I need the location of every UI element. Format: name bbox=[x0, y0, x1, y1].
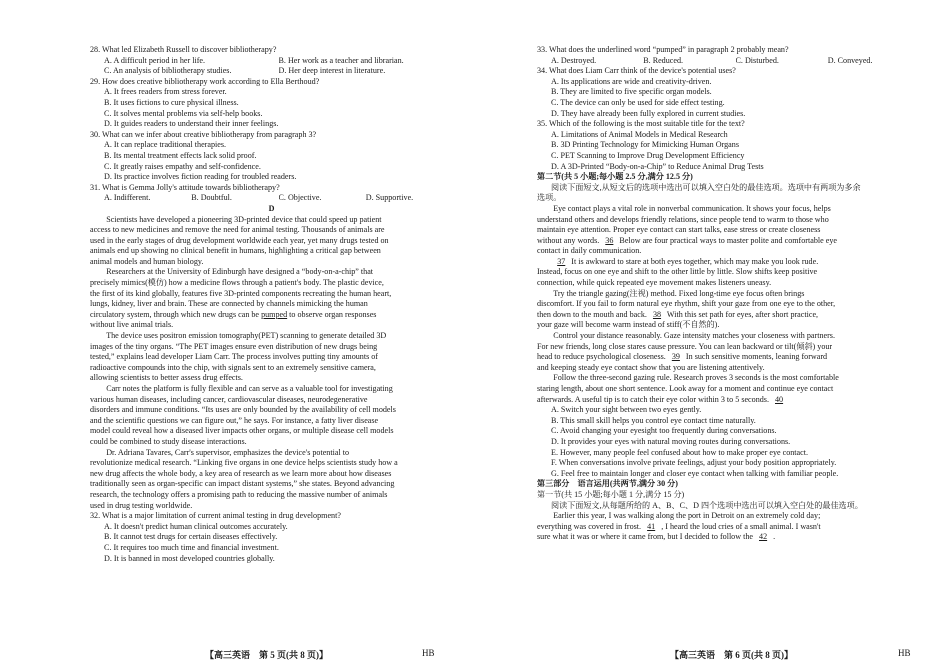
text-line: used in the early stages of drug development worldwide each year, yet many drugs tested on bbox=[90, 235, 389, 245]
gap-paragraph-5 bbox=[537, 373, 920, 405]
text-line: animals end up showing no clinical benefit in humans, highlighting a critical gap between bbox=[90, 246, 381, 256]
gap-option-f: F. When conversations involve private feelings, adjust your body position appropriately. bbox=[551, 458, 837, 468]
option-c: C. Disturbed. bbox=[735, 55, 779, 65]
option-a: A. Indifferent. bbox=[104, 193, 151, 203]
gap-paragraph-4 bbox=[537, 331, 920, 373]
question-28: 28. What led Elizabeth Russell to discover bibliotherapy? bbox=[90, 45, 277, 54]
question-35: 35. Which of the following is the most suitable title for the text? bbox=[537, 119, 745, 129]
option-b: B. Her work as a teacher and librarian. bbox=[278, 55, 404, 65]
page-footer-right: 【高三英语 第 6 页(共 8 页)】 bbox=[670, 650, 793, 660]
text-line: For new friends, long close stares cause pressure. You can lean backward or tilt(倾斜) your bbox=[537, 341, 833, 351]
exam-code-right: HB bbox=[898, 648, 911, 658]
gap-paragraph-1 bbox=[537, 204, 920, 257]
text-line: Eye contact plays a vital role in nonverbal communication. It shows your focus, helps bbox=[553, 203, 831, 213]
text-line: and keeping steady eye contact show that you are listening attentively. bbox=[537, 362, 765, 372]
text-line: staring length, about one short sentence. Look away for a moment and continue eye contact bbox=[537, 384, 834, 393]
text-line: could be combined to study disease interactions. bbox=[90, 436, 247, 446]
right-page bbox=[475, 0, 950, 672]
text-line: Instead, focus on one eye and shift to the other little by little. Slow shifts keep positive bbox=[537, 267, 818, 277]
text-line: your gaze will become warm instead of stiff(不自然的). bbox=[537, 320, 720, 330]
option-b: B. Doubtful. bbox=[191, 193, 232, 203]
passage-d-paragraph-2 bbox=[90, 267, 453, 331]
options-28 bbox=[90, 66, 453, 77]
text-line: revolutionize medical research. “Linking five organs in one device helps scientists study how a bbox=[90, 458, 398, 468]
blank-39: 39 bbox=[671, 352, 680, 362]
options-33 bbox=[537, 56, 920, 67]
text-fragment: In such sensitive moments, leaning forward bbox=[683, 352, 828, 362]
passage-d-paragraph-1 bbox=[90, 215, 453, 268]
text-line: tested,” explains lead developer Liam Carr. The process involves putting tiny amounts of bbox=[90, 352, 379, 362]
passage-d-paragraph-5 bbox=[90, 448, 453, 512]
gap-option-g: G. Feel free to maintain longer and closer eye contact when talking with familiar people. bbox=[551, 468, 839, 478]
text-fragment: then down to the mouth and back. bbox=[537, 309, 649, 319]
text-line: new drug affects the whole body, a key area of research as we learn more about how diseases bbox=[90, 468, 392, 478]
text-line bbox=[537, 522, 920, 533]
text-fragment: With this set path for eyes, after short practice, bbox=[665, 309, 819, 319]
underlined-word-pumped: pumped bbox=[261, 309, 288, 319]
gap-paragraph-2 bbox=[537, 257, 920, 289]
text-line bbox=[90, 310, 453, 321]
option-a: A. It can replace traditional therapies. bbox=[104, 140, 227, 150]
option-d: D. It guides readers to understand their inner feelings. bbox=[104, 119, 279, 129]
question-34: 34. What does Liam Carr think of the device's potential uses? bbox=[537, 66, 736, 76]
gap-option-c: C. Avoid changing your eyesight too frequently during conversations. bbox=[551, 426, 777, 436]
text-fragment: head to reduce psychological closeness. bbox=[537, 352, 668, 362]
option-d: D. Its practice involves fiction reading for troubled readers. bbox=[104, 172, 297, 182]
blank-40: 40 bbox=[775, 394, 784, 404]
text-line: The device uses positron emission tomography(PET) scanning to generate detailed 3D bbox=[106, 331, 387, 341]
option-c: C. It solves mental problems via self-help books. bbox=[104, 108, 263, 118]
text-line bbox=[537, 257, 920, 268]
text-fragment: afterwards. A useful tip is to catch their eye color within 3 to 5 seconds. bbox=[537, 394, 771, 404]
text-line: the first of its kind globally, features five 3D-printed components recreating the human heart, bbox=[90, 288, 392, 298]
text-line: Dr. Adriana Tavares, Carr's supervisor, emphasizes the device's potential to bbox=[106, 447, 350, 457]
blank-37: 37 bbox=[557, 256, 566, 266]
options-28 bbox=[90, 56, 453, 67]
gap-paragraph-3 bbox=[537, 289, 920, 331]
option-d: D. A 3D-Printed “Body-on-a-Chip” to Reduce Animal Drug Tests bbox=[551, 161, 764, 171]
text-fragment: , I heard the loud cries of a small animal. I wasn't bbox=[659, 521, 821, 531]
text-fragment: to observe organ responses bbox=[287, 309, 377, 319]
option-b: B. It uses fictions to cure physical illness. bbox=[104, 97, 239, 107]
text-line: Control your distance reasonably. Gaze intensity matches your closeness with partners. bbox=[553, 331, 835, 341]
option-a: A. A difficult period in her life. bbox=[104, 55, 206, 65]
text-line: maintain eye attention. Proper eye contact can start talks, ease stress or create closeness bbox=[537, 225, 821, 235]
text-line: connection, while quick repeated eye movement makes listeners uneasy. bbox=[537, 278, 772, 288]
text-line: Scientists have developed a pioneering 3D-printed device that could speed up patient bbox=[106, 214, 382, 224]
text-line: and the scientific questions we can figure out,” he says. For instance, a fatty liver disease bbox=[90, 415, 379, 425]
option-b: B. 3D Printing Technology for Mimicking Human Organs bbox=[551, 140, 739, 150]
text-line: precisely mimics(模仿) how a medicine flows through a patient's body. The plastic device, bbox=[90, 278, 384, 288]
text-line: research, the technology offers a promising path to reducing the massive number of animals bbox=[90, 489, 388, 499]
exam-code-left: HB bbox=[422, 648, 435, 658]
option-a: A. It doesn't predict human clinical outcomes accurately. bbox=[104, 521, 288, 531]
text-line: contact in daily communication. bbox=[537, 246, 642, 256]
text-line: disorders and immune conditions. “Its uses are only bounded by the availability of cell models bbox=[90, 405, 396, 415]
question-32: 32. What is a major limitation of current animal testing in drug development? bbox=[90, 511, 341, 521]
text-line: Follow the three-second gazing rule. Research proves 3 seconds is the most comfortable bbox=[553, 373, 839, 383]
option-b: B. They are limited to five specific organ models. bbox=[551, 87, 712, 97]
text-fragment: everything was covered in frost. bbox=[537, 521, 644, 531]
text-line bbox=[537, 236, 920, 247]
option-d: D. Her deep interest in literature. bbox=[278, 66, 386, 76]
option-c: C. It requires too much time and financial investment. bbox=[104, 542, 279, 552]
option-a: A. It frees readers from stress forever. bbox=[104, 87, 227, 97]
question-31: 31. What is Gemma Jolly's attitude towards bibliotherapy? bbox=[90, 182, 280, 192]
question-29: 29. How does creative bibliotherapy work according to Ella Berthoud? bbox=[90, 76, 320, 86]
text-line: lungs, kidney, liver and brain. These are connected by channels mimicking the human bbox=[90, 299, 368, 309]
text-line: animal models and human biology. bbox=[90, 256, 204, 266]
option-b: B. Reduced. bbox=[643, 55, 684, 65]
text-line: Earlier this year, I was walking along the port in Detroit on an extremely cold day; bbox=[553, 511, 821, 521]
text-line bbox=[537, 352, 920, 363]
text-fragment: Below are four practical ways to master polite and comfortable eye bbox=[617, 235, 837, 245]
option-c: C. An analysis of bibliotherapy studies. bbox=[104, 66, 232, 76]
option-c: C. Objective. bbox=[278, 193, 322, 203]
option-a: A. Destroyed. bbox=[551, 55, 597, 65]
passage-d-heading: D bbox=[268, 203, 275, 213]
passage-d-paragraph-3 bbox=[90, 331, 453, 384]
text-line: access to new medicines and remove the need for animal testing. Thousands of animals are bbox=[90, 225, 385, 235]
text-line: images of the tiny organs. “The PET images ensure even distribution of new drugs being bbox=[90, 341, 378, 351]
text-line: traditionally seen as organ-specific can impact distant systems,” she states. Beyond advancing bbox=[90, 479, 395, 489]
text-line: used in drug testing worldwide. bbox=[90, 500, 193, 510]
option-c: C. PET Scanning to Improve Drug Development Efficiency bbox=[551, 150, 745, 160]
question-33: 33. What does the underlined word “pumped” in paragraph 2 probably mean? bbox=[537, 45, 789, 54]
text-fragment: without any words. bbox=[537, 235, 602, 245]
text-line: understand others and develops friendly relations, since people tend to warm to those who bbox=[537, 214, 829, 224]
text-line bbox=[537, 532, 920, 543]
text-line: various human diseases, including cancer, cardiovascular diseases, neurodegenerative bbox=[90, 394, 368, 404]
gap-option-e: E. However, many people feel confused about how to make proper eye contact. bbox=[551, 447, 809, 457]
option-d: D. Supportive. bbox=[365, 193, 414, 203]
option-a: A. Its applications are wide and creativity-driven. bbox=[551, 76, 712, 86]
option-b: B. Its mental treatment effects lack solid proof. bbox=[104, 150, 257, 160]
part-3-title: 第三部分 语言运用(共两节,满分 30 分) bbox=[537, 479, 678, 489]
gap-option-b: B. This small skill helps you control eye contact time naturally. bbox=[551, 415, 756, 425]
blank-38: 38 bbox=[652, 309, 662, 319]
blank-42: 42 bbox=[759, 532, 768, 542]
text-line: Try the triangle gazing(注视) method. Fixed long-time eye focus often brings bbox=[553, 288, 805, 298]
option-d: D. They have already been fully explored in current studies. bbox=[551, 108, 746, 118]
text-fragment: sure what it was or where it came from, but I decided to follow the bbox=[537, 532, 756, 542]
text-line: discomfort. If you fail to form natural eye rhythm, shift your gaze from one eye to the other, bbox=[537, 299, 836, 309]
cloze-paragraph-1 bbox=[537, 511, 920, 543]
blank-41: 41 bbox=[647, 521, 656, 531]
section-2-instructions-cont: 选项。 bbox=[537, 193, 562, 203]
text-line: Carr notes the platform is fully flexible and can serve as a valuable tool for investigating bbox=[106, 384, 393, 393]
text-fragment: It is awkward to stare at both eyes together, which may make you look rude. bbox=[569, 256, 819, 266]
gap-option-d: D. It provides your eyes with natural moving routes during conversations. bbox=[551, 436, 791, 446]
page-footer-left: 【高三英语 第 5 页(共 8 页)】 bbox=[205, 650, 328, 660]
text-line: radioactive compounds into the chip, with signals sent to an extremely sensitive camera, bbox=[90, 362, 376, 372]
option-b: B. It cannot test drugs for certain diseases effectively. bbox=[104, 532, 278, 542]
option-d: D. Conveyed. bbox=[827, 55, 873, 65]
text-line bbox=[537, 310, 920, 321]
text-fragment: circulatory system, through which new drugs can be bbox=[90, 309, 262, 319]
section-2-instructions: 阅读下面短文,从短文后的选项中选出可以填入空白处的最佳选项。选项中有两项为多余 bbox=[551, 182, 861, 192]
text-line: model could reveal how a diseased liver impacts other organs, or multiple disease cell models bbox=[90, 426, 394, 436]
gap-option-a: A. Switch your sight between two eyes gently. bbox=[551, 405, 702, 415]
text-fragment: . bbox=[771, 532, 776, 542]
part-3-section-1-title: 第一节(共 15 小题;每小题 1 分,满分 15 分) bbox=[537, 489, 685, 499]
text-line bbox=[537, 395, 920, 406]
section-2-title: 第二节(共 5 小题;每小题 2.5 分,满分 12.5 分) bbox=[537, 172, 693, 182]
text-line: allowing scientists to better assess drug effects. bbox=[90, 373, 243, 383]
question-30: 30. What can we infer about creative bibliotherapy from paragraph 3? bbox=[90, 129, 317, 139]
part-3-instructions: 阅读下面短文,从每题所给的 A、B、C、D 四个选项中选出可以填入空白处的最佳选项。 bbox=[551, 500, 863, 510]
option-d: D. It is banned in most developed countries globally. bbox=[104, 553, 275, 563]
blank-36: 36 bbox=[605, 235, 614, 245]
text-line: Researchers at the University of Edinburgh have designed a “body-on-a-chip” that bbox=[106, 267, 374, 277]
options-31 bbox=[90, 193, 453, 204]
text-line: without live animal trials. bbox=[90, 320, 174, 330]
option-c: C. The device can only be used for side effect testing. bbox=[551, 97, 725, 107]
option-c: C. It greatly raises empathy and self-confidence. bbox=[104, 161, 261, 171]
passage-d-paragraph-4 bbox=[90, 384, 453, 448]
option-a: A. Limitations of Animal Models in Medical Research bbox=[551, 129, 728, 139]
